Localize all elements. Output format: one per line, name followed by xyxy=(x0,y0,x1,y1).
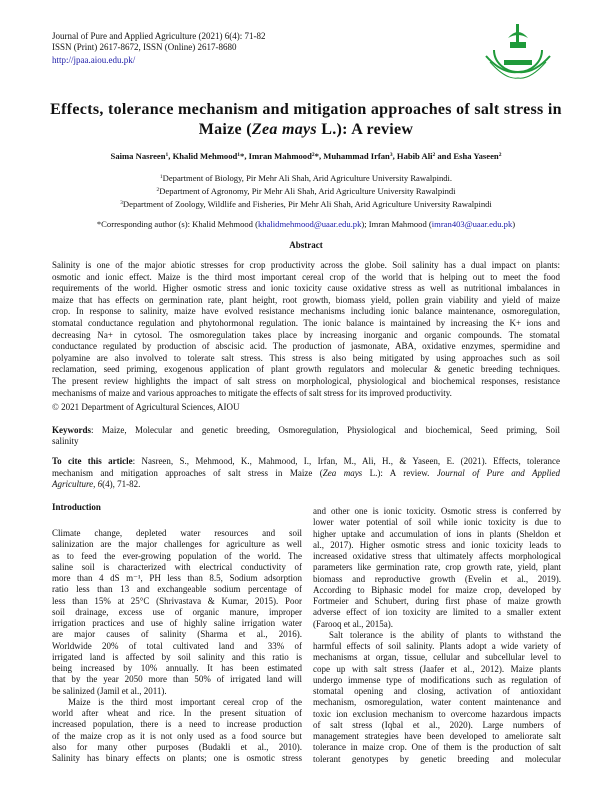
author-affiliation-mark: 1 xyxy=(165,152,169,158)
paragraph-line: management strategies have been developed to ameliorate salt xyxy=(313,731,561,741)
copyright: © 2021 Department of Agricultural Sciences, AIOU xyxy=(52,402,240,412)
paragraph-line: adverse effect of ion toxicity are limited to a smaller extent xyxy=(313,607,561,618)
cite-journal: Journal of Pure and Applied xyxy=(436,468,561,478)
affiliation xyxy=(0,197,612,210)
author-name: Habib Ali xyxy=(396,151,433,161)
paragraph-line: tolerance in maize crop. One of them is the production of salt xyxy=(313,742,561,753)
paragraph-line: higher uptake and accumulation of ions in plants (Sheldon et xyxy=(313,528,561,539)
section-heading-introduction: Introduction xyxy=(52,502,101,512)
cite-species: Zea mays xyxy=(322,468,363,478)
affiliation xyxy=(0,184,612,197)
cite-journal: Agriculture, 6 xyxy=(52,479,103,489)
paragraph-line: more than 4 dS m⁻¹, PH less than 8.5, Sodium adsorption xyxy=(52,573,302,583)
affiliation xyxy=(0,171,612,184)
paragraph-line: salinization are the major challenges for agriculture as well xyxy=(52,539,302,550)
author-separator: , xyxy=(244,151,249,161)
paragraph-line: less than 15% at 25°C (Shrivastava & Kumar, 2015). Poor xyxy=(52,595,302,606)
abstract-line: requirements of the world. Higher osmotic stress and ionic toxicity cause oxidative stress as well as nutritional imbalances in xyxy=(52,283,560,294)
affiliation-text: Department of Biology, Pir Mehr Ali Shah, Arid Agriculture University Rawalpindi. xyxy=(162,173,453,183)
paragraph-line: of the maize crop as it is not only used as a food source but xyxy=(52,730,302,741)
paragraph-line: al., 2017). Higher osmotic stress and ionic toxicity leads to xyxy=(313,539,561,550)
cite-line xyxy=(52,468,560,479)
author-separator: , xyxy=(168,151,173,161)
abstract-line: The present review highlights the impact of salt stress on morphological, physiological and biochemical responses, resistance xyxy=(52,376,560,386)
paragraph-line: cope up with salt stress (Jaafer et al., 2012). Maize plants xyxy=(313,663,561,674)
paragraph-line: increased population, there is a need to increase production xyxy=(52,719,302,730)
affiliation-text: Department of Agronomy, Pir Mehr Ali Shah, Arid Agriculture University Rawalpindi xyxy=(159,186,456,196)
paragraph-line: tolerant genotypes by genetic breeding and molecular xyxy=(313,753,561,764)
abstract-line: decreasing Na+ in cytosol. The osmoregulation takes place by increasing inorganic and organic compounds. The stomatal xyxy=(52,329,560,340)
paragraph-line: ratio less than 13 and exchangeable sodium percentage of xyxy=(52,584,302,595)
title-text: L.): A review xyxy=(316,121,414,138)
cite-text: : Nasreen, S., Mehmood, K., Mahmood, I., Irfan, M., Ali, H., & Yaseen, E. (2021). Effects, tolerance xyxy=(132,456,561,466)
paragraph-line: are major causes of salinity (Sharma et al., 2016). xyxy=(52,629,302,640)
keywords-line xyxy=(52,425,560,436)
paragraph-line: Worldwide 20% of total cultivated land and 33% of xyxy=(52,640,302,651)
author-name: Khalid Mehmood xyxy=(172,151,238,161)
university-logo-icon xyxy=(482,22,554,84)
abstract-line: Salinity is one of the major abiotic stresses for crop productivity across the globe. Soil salinity has a dual impact on plants: xyxy=(52,260,560,270)
author-name: Muhammad Irfan xyxy=(323,151,390,161)
paragraph-line: undergo immense type of modifications such as regulation of xyxy=(313,674,561,685)
abstract-line: stomatal conductance regulation and phytohormonal regulation. The ionic balance is maintained by increasing the K+ ions and xyxy=(52,318,560,328)
paragraph-line: increased oxidative stress that ultimately affects morphological xyxy=(313,551,561,561)
author-separator: , xyxy=(318,151,324,161)
journal-url-link[interactable]: http://jpaa.aiou.edu.pk/ xyxy=(52,55,136,65)
keywords-text: salinity xyxy=(52,436,79,446)
paragraph-line: that by the year 2050 more than 50% of irrigated land will xyxy=(52,674,302,685)
title-text: Maize ( xyxy=(198,121,252,138)
abstract-line: polyamine are also involved to tolerate salt stress. This stress is also being mitigated by using approaches such as soil xyxy=(52,352,560,363)
affiliations xyxy=(0,171,612,210)
cite-label: To cite this article xyxy=(52,456,133,466)
paragraph-line: being increased by 10% annually. It has been estimated xyxy=(52,663,302,673)
issn-line: ISSN (Print) 2617-8672, ISSN (Online) 2617-8680 xyxy=(52,42,237,52)
paragraph-line: mechanism, osmoregulation, water content maintenance and xyxy=(313,697,561,708)
paragraph-line: parameters like germination rate, crop growth rate, yield, plant xyxy=(313,562,561,573)
title-species: Zea mays xyxy=(251,121,317,138)
paragraph-line: biomass and reproductive growth (Evelin et al., 2019). xyxy=(313,573,561,584)
author-affiliation-mark: 2 xyxy=(311,152,315,158)
paragraph-line: harmful effects of soil salinity. Plants adopt a wide variety of xyxy=(313,641,561,651)
cite-text: (4), 71-82. xyxy=(102,479,141,489)
paragraph-line: soil drainage, excess use of organic manure, improper xyxy=(52,606,302,617)
keywords-label: Keywords xyxy=(52,425,91,435)
author-affiliation-mark: 2 xyxy=(432,152,436,158)
paragraph-line: Salt tolerance is the ability of plants to withstand the xyxy=(329,629,561,640)
cite-line xyxy=(52,456,560,467)
affiliation-number: 3 xyxy=(120,200,123,206)
paper-title-line2 xyxy=(0,120,612,140)
abstract-line: maize that has effects on germination rate, plant height, root growth, biomass yield, pollen grain viability and yield of maize xyxy=(52,294,560,305)
paragraph-line: Maize is the third most important cereal crop of the xyxy=(68,696,302,707)
paragraph-line: (Farooq et al., 2015a). xyxy=(313,618,393,629)
paragraph-line: world after wheat and rice. In the present situation of xyxy=(52,708,302,718)
author-separator: , xyxy=(392,151,397,161)
corresponding-text: ) xyxy=(512,219,516,229)
corresponding-text: *Corresponding author (s): Khalid Mehmood ( xyxy=(96,219,258,229)
paper-title-line1: Effects, tolerance mechanism and mitigation approaches of salt stress in xyxy=(50,101,562,118)
corresponding-text: ); Imran Mahmood ( xyxy=(361,219,432,229)
author-name: Imran Mahmood xyxy=(248,151,312,161)
author-name: Saima Nasreen xyxy=(110,151,166,161)
abstract-line: crop. In response to salinity, maize have evolved resistance mechanisms including ionic balance maintenance, osmoregulation, xyxy=(52,306,560,317)
paragraph-line: be salinized (Jamil et al., 2011). xyxy=(52,685,167,696)
cite-line xyxy=(52,479,140,491)
abstract-line: reclamation, seed priming, exogenous application of plant growth regulators and molecular & genetic breeding techniques. xyxy=(52,364,560,375)
paragraph-line: toxic ion exclusion mechanism to overcome hazardous impacts xyxy=(313,708,561,719)
paragraph-line: and other one is ionic toxicity. Osmotic stress is conferred by xyxy=(313,506,561,516)
author-list xyxy=(0,149,612,162)
paragraph-line: irrigated land is affected by soil salinity and this ratio is xyxy=(52,651,302,662)
paragraph-line: saline soil is characterized with electrical conductivity of xyxy=(52,561,302,572)
paragraph-line: Salinity has binary effects on plants; one is osmotic stress xyxy=(52,753,302,763)
paragraph-line: According to Biphasic model for maize crop, developed by xyxy=(313,584,561,595)
cite-text: L.): A review. xyxy=(362,468,437,478)
corresponding-authors xyxy=(0,218,612,230)
author-affiliation-mark: 3 xyxy=(389,152,393,158)
author-name: Esha Yaseen xyxy=(453,151,499,161)
author-affiliation-mark: 2 xyxy=(498,152,502,158)
author-affiliation-mark: 1 xyxy=(237,152,241,158)
cite-text: mechanism and mitigation approaches of salt stress in Maize ( xyxy=(52,468,323,478)
abstract-line: conductance regulated by production of abscisic acid. The production of jasmonate, ABA, oxidative enzymes, spermidine and xyxy=(52,341,560,352)
corresponding-mark: * xyxy=(240,151,245,161)
paragraph-line: Climate change, depleted water resources and soil xyxy=(52,528,302,538)
email-link[interactable]: khalidmehmood@uaar.edu.pk xyxy=(257,219,362,229)
keywords-text: : Maize, Molecular and genetic breeding, Osmoregulation, Physiological and biochemical, Seed priming, Soil xyxy=(91,425,560,435)
affiliation-text: Department of Zoology, Wildlife and Fisheries, Pir Mehr Ali Shah, Arid Agriculture University Rawalpindi xyxy=(122,199,492,209)
paragraph-line: lower water potential of soil while ionic toxicity is due to xyxy=(313,517,561,528)
email-link[interactable]: imran403@uaar.edu.pk xyxy=(431,219,513,229)
paragraph-line: irrigation practices and use of highly saline irrigation water xyxy=(52,618,302,628)
affiliation-number: 2 xyxy=(156,187,160,193)
paragraph-line: also for many other purposes (Budakli et al., 2010). xyxy=(52,741,302,752)
journal-citation: Journal of Pure and Applied Agriculture (2021) 6(4): 71-82 xyxy=(52,31,266,41)
paragraph-line: mechanisms at organ, tissue, cellular and subcellular level to xyxy=(313,652,561,663)
abstract-line: mechanisms of maize and various approaches to mitigate the effects of salt stress for its improved productivity. xyxy=(52,387,452,398)
abstract-line: osmotic and ionic effect. Maize is the third most important cereal crop of the world that is helping out to meet the food xyxy=(52,271,560,282)
paragraph-line: of salt stress (Iqbal et al., 2020). Large numbers of xyxy=(313,719,561,730)
paragraph-line: stomatal opening and closing, activation of antioxidant xyxy=(313,686,561,696)
abstract-heading: Abstract xyxy=(289,240,323,250)
paragraph-line: as to feed the ever-growing population of the world. The xyxy=(52,550,302,561)
author-separator: and xyxy=(435,151,454,161)
paragraph-line: Fortmeier and Schubert, during first phase of maize growth xyxy=(313,596,561,606)
affiliation-number: 1 xyxy=(159,174,163,180)
corresponding-mark: * xyxy=(314,151,319,161)
